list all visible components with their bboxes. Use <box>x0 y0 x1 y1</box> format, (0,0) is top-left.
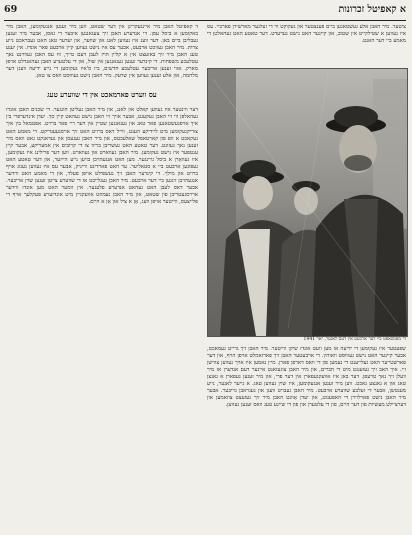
right-bottom-paragraph: שפעטער איז געקומען די ידיעה אז מען וועט אונדז שיקן ווייטער. מיר האבן זיך גרייט געמאכט, אבער קיינער האט נישט געוווּסט וואוהין. די ארבעטער האבן זיך פארזאמלט אויפן הויף, און דער פארשטייער האט געלייענט די נעמען פון די וואס דארפן פארן. מיין נאמען איז אויך געווען צווישן זיי. איך האב זיך געזעגנט מיט די חברים, און מיר האבן צוגעזאגט איינער דעם אנדערן אז מיר וועלן זיך נאך טרעפן. דער באן איז אוועקגעפארן אין דער פרי, און מיר זענען געפארן א גאנצן טאג און א גאנצע נאכט. ווען מיר זענען אנגעקומען, איז שוין געווען טאג. א נייער לאגער, נייע מענטשן, אבער די זעלבע שווערע ארבעט. מיר האבן געבויט וועגן און געגראבן גריבער. אבער מיר האבן נישט פארלוירן די האפענונג, און יעדן אָוונט האבן מיר זיך געזעצט צוזאמען און דערציילט מעשיות פון דער היים, פון די עלטערן און פון די שיינע טעג וואס זענען געווען. <box>207 346 406 409</box>
historical-photograph <box>207 68 408 337</box>
section-heading: עס ווערט פארמאכט אין די שווערע טעג <box>47 90 157 100</box>
photo-group-of-men-image <box>208 69 407 336</box>
header-rule <box>4 20 406 21</box>
right-text-bottom <box>207 346 406 530</box>
chapter-title: א קאפיטל זכרונות <box>338 4 406 15</box>
photo-caption: די מאנשאפט ביי דער ארבעט אין דעם לאגער, יאר 1941 <box>303 337 406 342</box>
right-text-top <box>207 24 406 66</box>
running-header <box>4 4 406 18</box>
left-text-column <box>6 24 198 530</box>
page-number: 69 <box>4 4 18 15</box>
left-paragraph-bottom: דער ווינטער איז געווען קאלט און לאנג, און מיר האבן געליטן הונגער. די שכנים האבן אונדז געהאלפן ווי זיי האבן געקענט, אבער אויך זיי האבן נישט געהאט קיין סך. יעדן אינדערפרי בין איך אויפגעשטאנען פאר טאג און געגאנגען שטיין אין דער ריי פאר ברויט. אפטמאל בין איך צוריקגעקומען מיט ליידיקע הענט, ווייל דאס ברויט האט זיך אויסגעענדיקט. די מאמע האט געקאכט א זופּ פון קארטאפל שאלעכטס, און מיר האבן געגעסן און געדאנקט גאט וואס מיר זענען נאך געזונט. דער טאטע האט געשריבן בריוו צו די קרובים אין אמעריקע, אבער קיין ענטפער איז נישט געקומען. מיר האבן געווארט און געווארט. ווען דער פרילינג איז געקומען, איז געוואָרן א ביסל גרינגער. מען האט אנגעהויבן בויען נייע הייזער, און דער טאטע האט געפונען ארבעט ביי א סטאליער. ער האט פארדינט ווייניק, אבער עס איז געווען גענוג אויף ברויט און מילך. די קינדער האבן זיך געשפילט אויפן פעלד, און די מאמע האט ווידער אנגעהויבן זינגען ביי דער ארבעט. מיר האבן געגלייבט אז די שווערע צייטן זענען שוין אריבער. אבער דאס לעבן האט געהאט אנדערע פלענער. אין זומער האט מען אונדז ווידער ארויסגעטריבן פון שטאט, און מיר האבן געמוזט אוועקגיין מיט אונדזערע פעקלעך אויף די פלייצעס, ווייטער אויפן וועג, אָן א ציל און אָן א היים. <box>6 107 198 205</box>
left-paragraph-top: ד קאפיטל האבן מיר איינגעקריגן אין דער שטאט, ווען מיר זענען אנגעקומען, האבן מיר באקומען א ביסל עסן. די אנדערע האבן זיך צעגאנגען איבער די גאסן, אבער מיר זענען געבליבן ביים באן. דער וועג איז געווען לאנג און שווער, און יעדער טאג האט געבראכט נייע צרות. מיר האבן געזוכט ארבעט, אבער עס איז נישט געווען קיין ארבעט פאר אונדז. אין יענע טעג האבן מיר זיך באזעצט אין א קליין הויז לעבן דעם טייך, וווּ עס האבן געוווינט נאך עטלעכע משפחות. די קינדער זענען געגאנגען אין שול, און די עלטערע האבן געהאנדלט אויפן מארק. אזוי זענען אריבער עטלעכע חדשים, ביז ס'איז געקומען די נייע ידיעה וועגן דער מלחמה, און אלע זענען געווען אין שרעק. מיר האבן נישט געוווּסט וואס צו טאן. <box>6 24 198 80</box>
right-top-paragraph: ציטער. מיר האבן אלע געשטאנען ביים פענצטער און געקוקט ווי די זעלנער מארשירן פארביי. עס איז געווען א שטילקייט אין שטוב, און קיינער האט נישט גערעדט. דער טאטע האט געהאלטן די מאמע ביי דער האנט. <box>207 24 406 45</box>
